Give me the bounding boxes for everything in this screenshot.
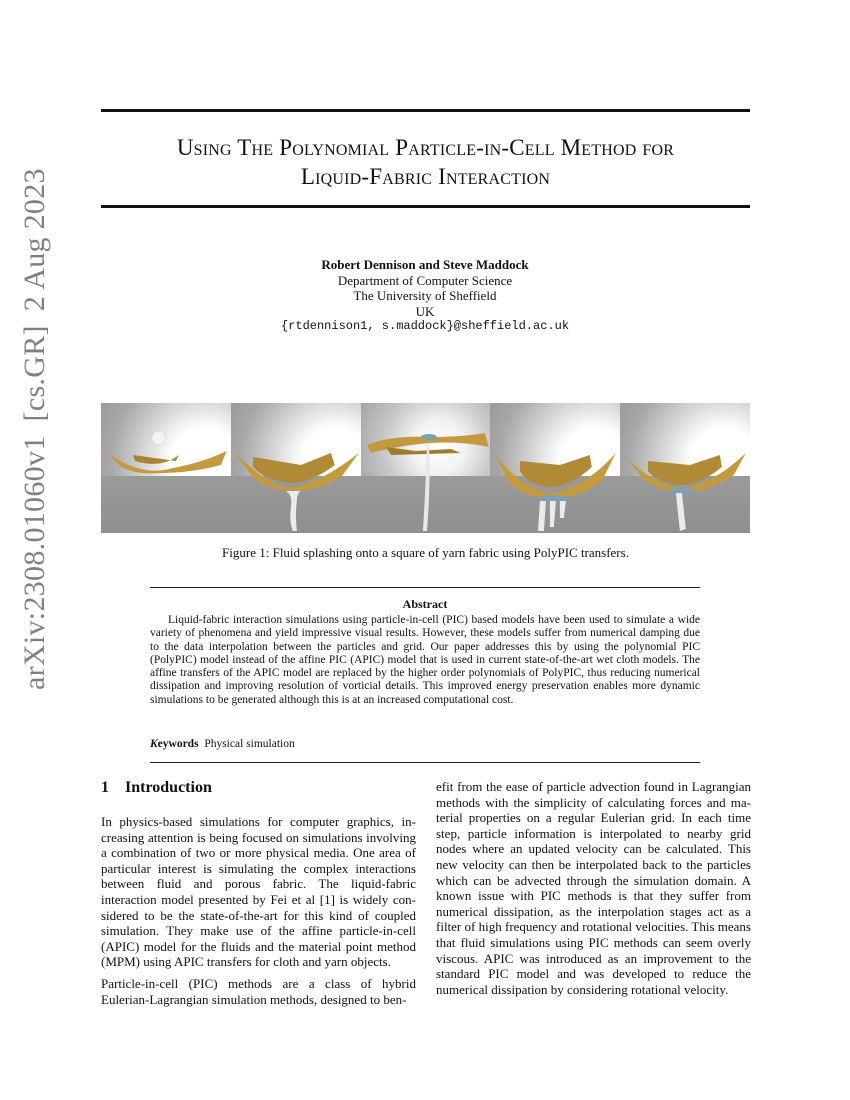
abstract-heading: Abstract xyxy=(402,597,448,611)
title-line-1: Using The Polynomial Particle-in-Cell Method for xyxy=(176,135,675,160)
arxiv-category: [cs.GR] xyxy=(18,325,51,422)
author-block xyxy=(200,257,650,335)
arxiv-stamp xyxy=(18,154,52,690)
abstract-rule-bottom xyxy=(150,762,700,763)
paper-title xyxy=(101,133,750,191)
abstract-rule-top xyxy=(150,587,700,588)
paragraph: In physics-based simulations for computer graphics, increasing attention is being focused on simulations involving a combination of two or more physical media. One area of particular interest is simulating the complex interactions between fluid and porous fabric. The liquid-fabric interaction model presented by Fei et al [1] is widely considered to be the state-of-the-art for this kind of coupled simulation. They make use of the affine particle-in-cell (APIC) model for the fluids and the material point method (MPM) using APIC transfers for cloth and yarn objects. xyxy=(101,814,416,970)
fabric-sphere-image xyxy=(101,403,231,533)
arxiv-id: arXiv:2308.01060v1 xyxy=(18,435,51,690)
paragraph: efit from the ease of particle advection found in Lagrangian methods with the simplicity of calculating forces and material properties on a regular Eulerian grid. In each time step, particle information is interpolated to nearby grid nodes where an updated velocity can be calculated. This new velocity can then be interpolated back to the particles which can be advected through the simulation domain. A known issue with PIC methods is that they suffer from numerical dissipation, as the interpolation stages act as a filter of high frequency and rotational velocities. This means that fluid simulations using PIC methods can seem overly viscous. APIC was introduced as an improvement to the standard PIC model and was developed to reduce the numerical dissipation by considering rotational velocity. xyxy=(436,779,751,997)
section-number: 1 xyxy=(101,779,109,796)
paragraph: Particle-in-cell (PIC) methods are a class of hybrid Eulerian-Lagrangian simulation methods, designed to ben- xyxy=(101,975,416,1007)
section-title: Introduction xyxy=(125,779,212,796)
figure-panel-5 xyxy=(620,403,750,533)
title-rule-top xyxy=(101,109,750,112)
column-right xyxy=(436,779,751,1003)
author-names: Robert Dennison and Steve Maddock xyxy=(321,257,529,272)
title-line-2: Liquid-Fabric Interaction xyxy=(300,164,551,189)
author-country: UK xyxy=(415,303,435,319)
fabric-sag-drip-image xyxy=(490,403,620,533)
figure-1 xyxy=(101,403,750,533)
figure-panel-4 xyxy=(490,403,620,533)
keywords-line xyxy=(150,738,700,750)
keywords-label: Keywords xyxy=(150,738,199,750)
figure-panel-3 xyxy=(361,403,491,533)
author-university: The University of Sheffield xyxy=(353,288,497,303)
fabric-splash-image xyxy=(231,403,361,533)
figure-panel-2 xyxy=(231,403,361,533)
abstract-text: Liquid-fabric interaction simulations using particle-in-cell (PIC) based models have been used to simulate a wide variety of phenomena and yield impressive visual results. However, these models suffer from numerical damping due to the data interpolation between the particles and grid. Our paper addresses this by using the polynomial PIC (PolyPIC) model instead of the affine PIC (APIC) model that is used in current state-of-the-art wet cloth models. The affine transfers of the APIC model are replaced by the higher order polynomials of PolyPIC, thus reducing numerical dissipation and improving resolution of vorticial details. This improved energy preservation enables more dynamic simulations to be generated although this is at an increased computational cost. xyxy=(150,614,700,706)
author-department: Department of Computer Science xyxy=(337,272,513,288)
title-rule-bottom xyxy=(101,205,750,208)
author-email: {rtdennison1, s.maddock}@sheffield.ac.uk xyxy=(280,319,570,333)
arxiv-date: 2 Aug 2023 xyxy=(18,168,51,312)
fabric-sag-stream-image xyxy=(620,403,750,533)
figure-panel-1 xyxy=(101,403,231,533)
figure-caption: Figure 1: Fluid splashing onto a square of yarn fabric using PolyPIC transfers. xyxy=(222,545,629,560)
column-left xyxy=(101,814,416,1013)
section-heading-introduction xyxy=(101,779,212,797)
fabric-flat-stream-image xyxy=(361,403,491,533)
keywords-value: Physical simulation xyxy=(204,738,295,750)
